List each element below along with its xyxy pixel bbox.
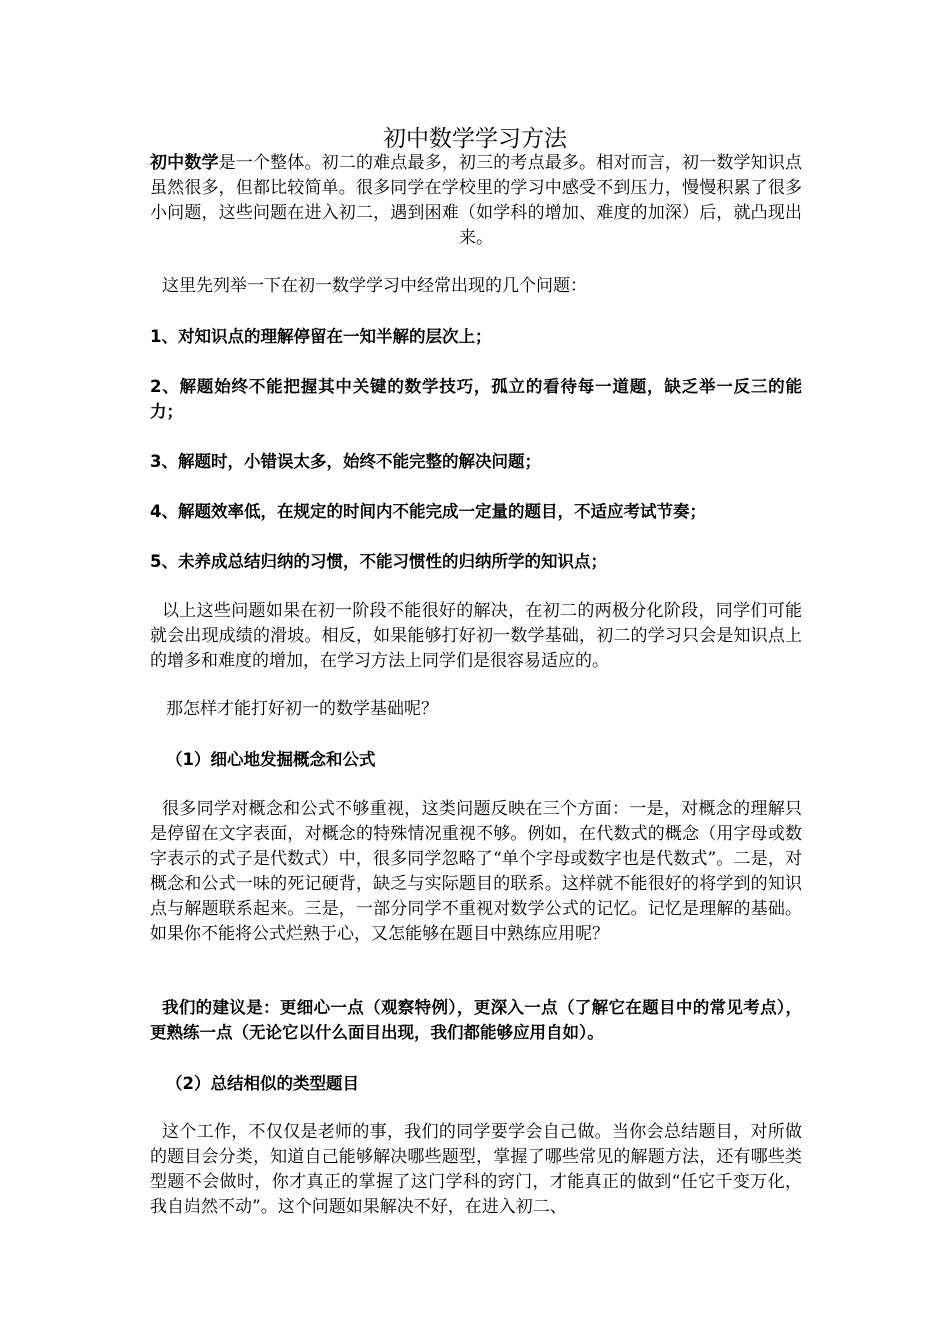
- problem-item-3: 3、解题时，小错误太多，始终不能完整的解决问题；: [150, 452, 541, 471]
- section2-body: 这个工作，不仅仅是老师的事，我们的同学要学会自己做。当你会总结题目，对所做的题目会分类，知道自己能够解决哪些题型，掌握了哪些常见的解题方法，还有哪些类型题不会做时，你才真正的掌握了这门学科的窍门，才能真正的做到“任它千变万化，我自岿然不动”。这个问题如果解决不好，在进入初二、: [150, 1122, 802, 1217]
- section1-heading: （1）细心地发掘概念和公式: [166, 750, 376, 769]
- problem-item-5: 5、未养成总结归纳的习惯，不能习惯性的归纳所学的知识点；: [150, 552, 607, 571]
- intro-text: 是一个整体。初二的难点最多，初三的考点最多。相对而言，初一数学知识点虽然很多，但都比较简单。很多同学在学校里的学习中感受不到压力，慢慢积累了很多小问题，这些问题在进入初二，遇到困难（如学科的增加、难度的加深）后，就凸现出来。: [150, 153, 803, 248]
- problem-item-2: 2、解题始终不能把握其中关键的数学技巧，孤立的看待每一道题，缺乏举一反三的能力；: [150, 377, 802, 421]
- intro-lead-bold: 初中数学: [150, 153, 219, 173]
- section1-advice: 我们的建议是：更细心一点（观察特例），更深入一点（了解它在题目中的常见考点），更熟练一点（无论它以什么面目出现，我们都能够应用自如）。: [150, 998, 802, 1042]
- problem-item-1: 1、对知识点的理解停留在一知半解的层次上；: [150, 327, 492, 346]
- problem-item-4: 4、解题效率低，在规定的时间内不能完成一定量的题目，不适应考试节奏；: [150, 502, 706, 521]
- intro-paragraph: [150, 151, 802, 251]
- problems-intro: 这里先列举一下在初一数学学习中经常出现的几个问题：: [162, 276, 587, 296]
- paragraph-after-problems: 以上这些问题如果在初一阶段不能很好的解决，在初二的两极分化阶段，同学们可能就会出现成绩的滑坡。相反，如果能够打好初一数学基础，初二的学习只会是知识点上的增多和难度的增加，在学习方法上同学们是很容易适应的。: [150, 601, 802, 671]
- question-paragraph: 那怎样才能打好初一的数学基础呢？: [166, 699, 438, 719]
- section2-heading: （2）总结相似的类型题目: [166, 1074, 359, 1093]
- document-title: 初中数学学习方法: [383, 126, 567, 152]
- section1-body: 很多同学对概念和公式不够重视，这类问题反映在三个方面：一是，对概念的理解只是停留在文字表面，对概念的特殊情况重视不够。例如，在代数式的概念（用字母或数字表示的式子是代数式）中，很多同学忽略了“单个字母或数字也是代数式”。二是，对概念和公式一味的死记硬背，缺乏与实际题目的联系。这样就不能很好的将学到的知识点与解题联系起来。三是，一部分同学不重视对数学公式的记忆。记忆是理解的基础。如果你不能将公式烂熟于心，又怎能够在题目中熟练应用呢？: [150, 799, 802, 944]
